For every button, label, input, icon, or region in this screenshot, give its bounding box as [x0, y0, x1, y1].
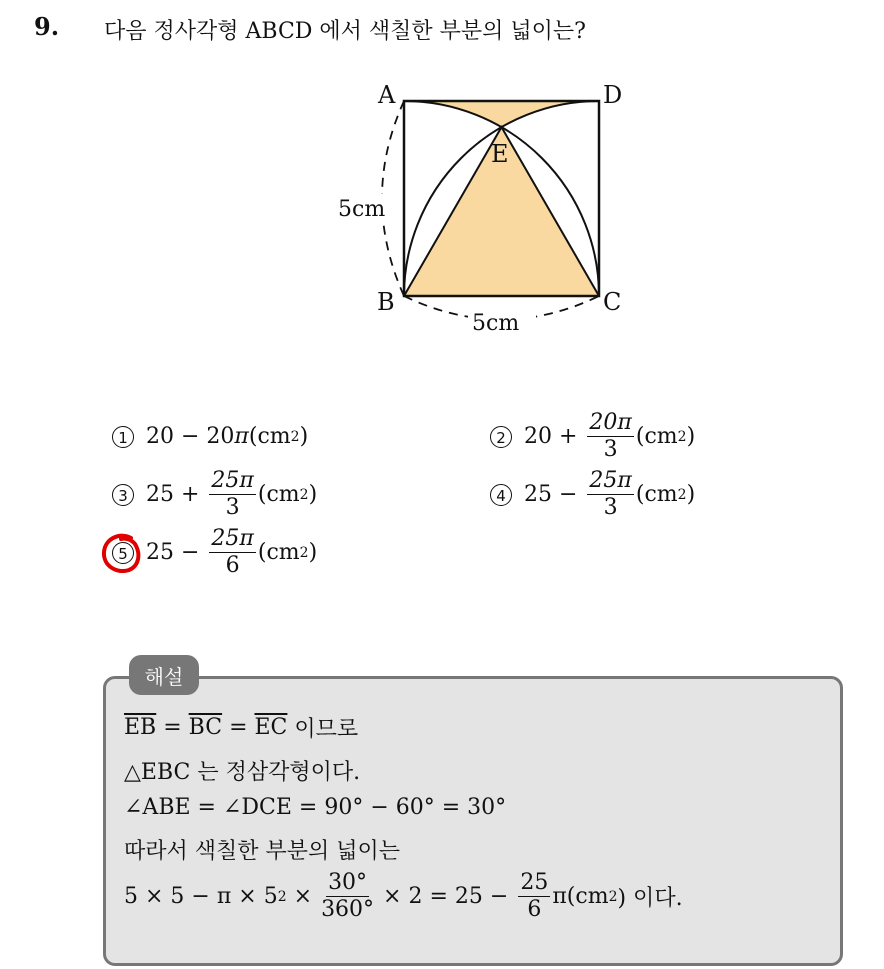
result-fraction — [518, 870, 550, 923]
label-e: E — [491, 140, 509, 168]
geometry-figure — [320, 68, 640, 348]
choice-pre: 25 − — [524, 482, 578, 507]
choice-pre: 20 + — [524, 424, 578, 449]
expr-post: π(cm — [552, 884, 609, 909]
expr-sup: 2 — [277, 888, 287, 905]
expr-tail: ) 이다. — [617, 886, 683, 911]
solution-line-3: ∠ABE = ∠DCE = 90° − 60° = 30° — [124, 795, 507, 820]
fraction-bottom: 360° — [321, 897, 375, 922]
solution-line-4: 따라서 색칠한 부분의 넓이는 — [124, 839, 401, 864]
label-a: A — [378, 81, 396, 109]
segment-eb: $\overline{EB}$ — [124, 715, 157, 740]
question-text: 다음 정사각형 ABCD 에서 색칠한 부분의 넓이는? — [104, 19, 586, 44]
angle-fraction — [321, 870, 374, 923]
choice-post: (cm — [257, 540, 300, 565]
choice-close: ) — [299, 424, 309, 449]
fraction-bottom: 6 — [527, 897, 542, 922]
choice-3[interactable] — [112, 468, 317, 521]
fraction-bottom: 3 — [603, 495, 618, 520]
choice-pre: 25 + — [146, 482, 200, 507]
choice-number: 4 — [490, 484, 512, 506]
solution-line-2: △EBC 는 정삼각형이다. — [124, 760, 361, 785]
fraction-bottom: 3 — [603, 437, 618, 462]
choice-number: 2 — [490, 426, 512, 448]
equals: = — [156, 715, 189, 740]
label-c: C — [603, 288, 622, 316]
fraction-bottom: 6 — [225, 553, 240, 578]
choice-close: ) — [686, 424, 696, 449]
fraction-bottom: 3 — [225, 495, 240, 520]
question-number: 9. — [34, 12, 60, 41]
choice-close: ) — [308, 540, 318, 565]
line-tail: 이므로 — [287, 717, 359, 742]
choice-post: (cm — [257, 482, 300, 507]
expr-pre: 5 × 5 − π × 5 — [124, 884, 278, 909]
choice-close: ) — [686, 482, 696, 507]
label-d: D — [603, 81, 623, 109]
fraction-top: 20π — [589, 410, 632, 435]
solution-line-1 — [124, 712, 358, 743]
choice-4[interactable] — [490, 468, 695, 521]
choice-pre: 20 − 20 — [146, 424, 235, 449]
expr-sup: 2 — [608, 888, 618, 905]
choice-fraction — [587, 410, 633, 463]
answer-circle-mark — [99, 530, 145, 576]
equals: = — [222, 715, 255, 740]
side-left-label: 5cm — [338, 197, 386, 222]
segment-bc: $\overline{BC}$ — [188, 715, 223, 740]
expr-times: × — [286, 884, 320, 909]
pi-symbol: π — [234, 424, 249, 449]
fraction-top: 25π — [211, 468, 254, 493]
choice-number: 1 — [112, 426, 134, 448]
choice-sup: 2 — [677, 428, 687, 445]
choice-post: (cm — [248, 424, 291, 449]
side-bottom-label: 5cm — [472, 311, 520, 336]
shaded-top-region — [404, 101, 599, 127]
choice-2[interactable] — [490, 410, 695, 463]
fraction-top: 25 — [520, 870, 549, 895]
solution-line-5 — [124, 870, 683, 923]
fraction-top: 25π — [211, 526, 254, 551]
choice-sup: 2 — [677, 486, 687, 503]
choice-close: ) — [308, 482, 318, 507]
choice-number: 5 — [112, 542, 134, 564]
expr-mid: × 2 = 25 − — [376, 884, 509, 909]
fraction-top: 30° — [328, 870, 368, 895]
segment-ec: $\overline{EC}$ — [254, 715, 288, 740]
choice-post: (cm — [635, 424, 678, 449]
label-b: B — [377, 288, 395, 316]
choice-fraction — [209, 526, 255, 579]
choice-pre: 25 − — [146, 540, 200, 565]
choice-1[interactable] — [112, 424, 308, 449]
square-diagram — [320, 68, 640, 348]
choice-fraction — [587, 468, 633, 521]
choice-post: (cm — [635, 482, 678, 507]
choice-fraction — [209, 468, 255, 521]
choice-number: 3 — [112, 484, 134, 506]
choice-sup: 2 — [299, 544, 309, 561]
choice-sup: 2 — [290, 428, 300, 445]
fraction-top: 25π — [589, 468, 632, 493]
solution-tab: 해설 — [129, 655, 199, 695]
choice-sup: 2 — [299, 486, 309, 503]
